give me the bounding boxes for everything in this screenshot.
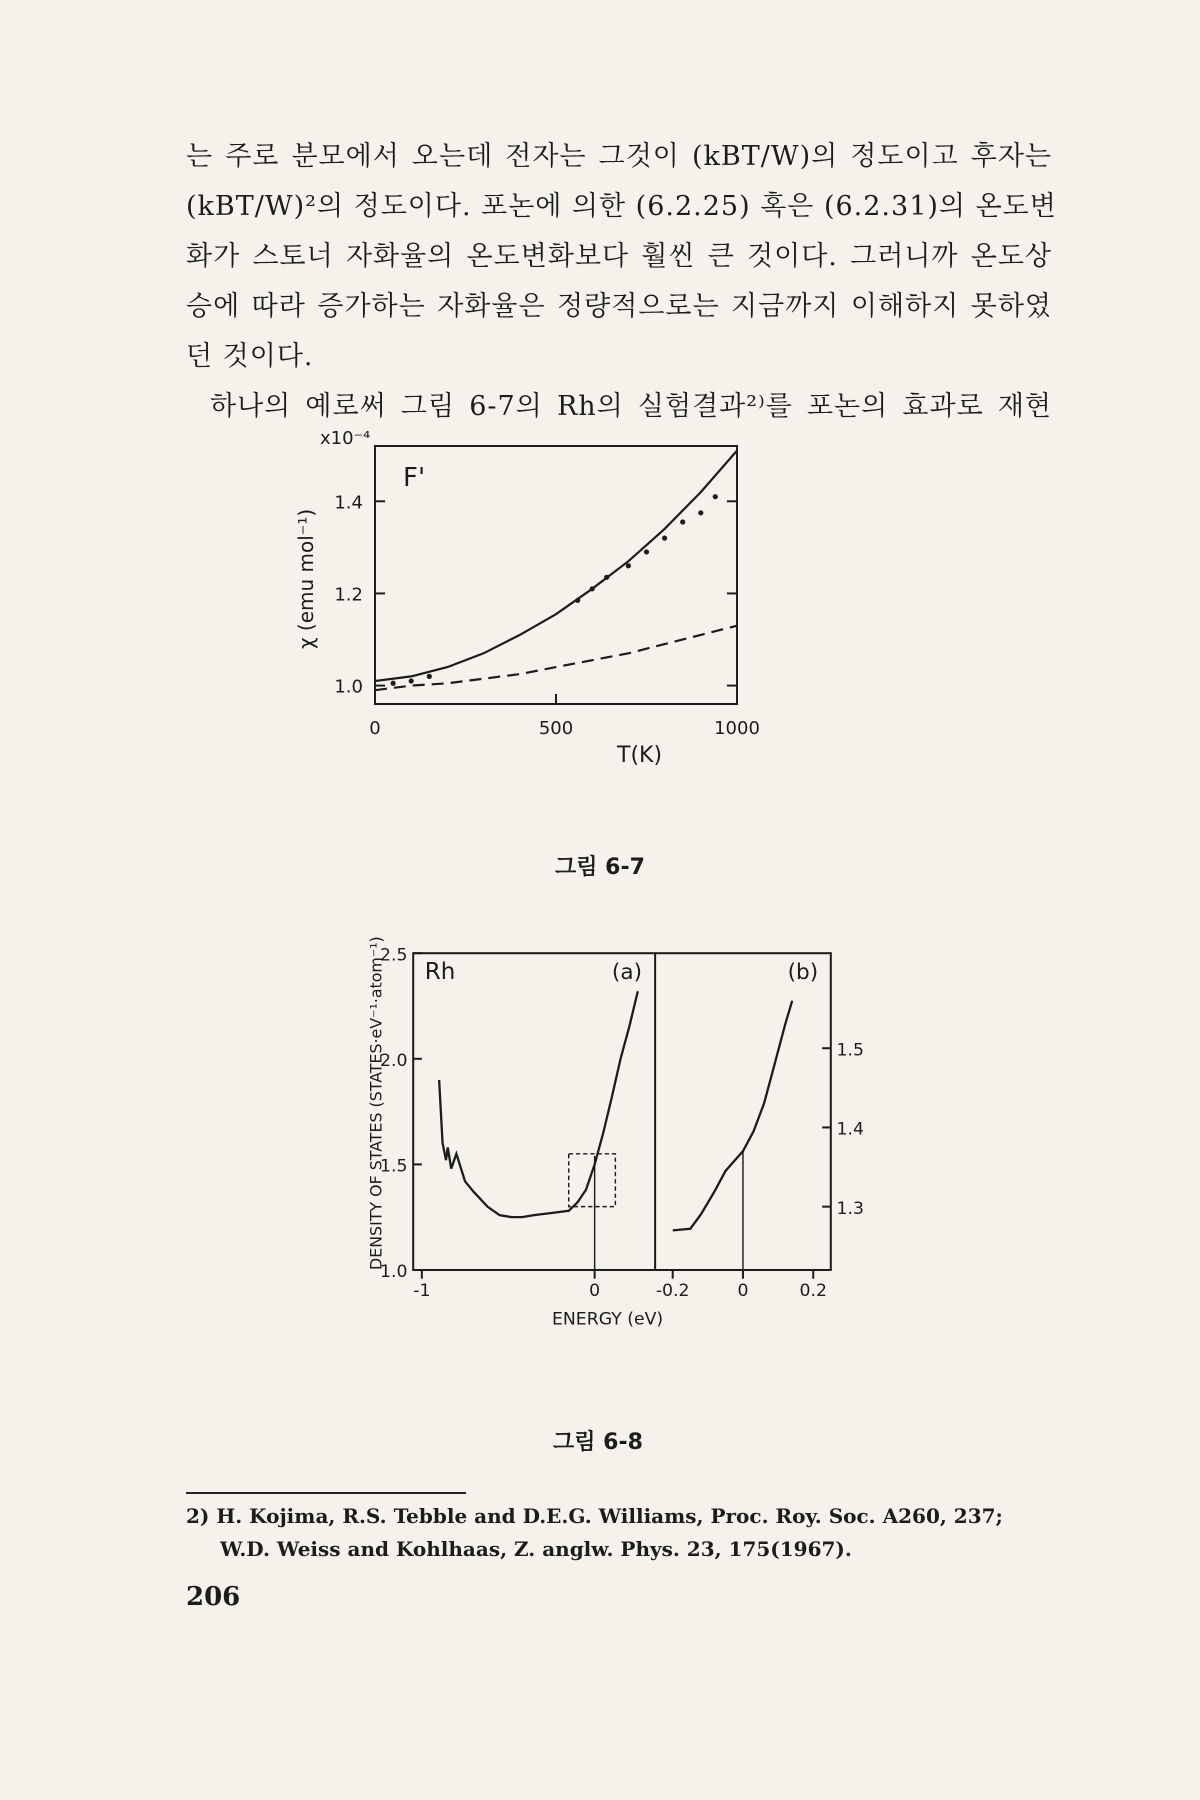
text-line: 던 것이다. bbox=[186, 341, 314, 372]
y-tick-label: 1.0 bbox=[334, 676, 363, 698]
data-point bbox=[391, 681, 396, 686]
x-tick-label: -1 bbox=[413, 1280, 431, 1301]
dos-curve-b bbox=[673, 1001, 793, 1231]
data-point bbox=[590, 586, 595, 591]
paragraph-1 bbox=[186, 132, 1057, 432]
element-label: Rh bbox=[424, 959, 456, 986]
y-multiplier: x10⁻⁴ bbox=[320, 428, 371, 449]
page-number: 206 bbox=[186, 1582, 241, 1612]
panel-label-b: (b) bbox=[787, 960, 819, 986]
data-point bbox=[662, 536, 667, 541]
paragraph-2-line: 하나의 예로써 그림 6-7의 Rh의 실험결과²⁾를 포논의 효과로 재현 bbox=[210, 391, 1052, 422]
plot-frame bbox=[413, 953, 831, 1270]
y-tick-label: 1.4 bbox=[836, 1119, 865, 1140]
y-tick-label: 1.3 bbox=[836, 1198, 865, 1219]
footnote-line-1: 2) H. Kojima, R.S. Tebble and D.E.G. Williams, Proc. Roy. Soc. A260, 237; bbox=[186, 1504, 1003, 1528]
text-line: 는 주로 분모에서 오는데 전자는 그것이 (kBT/W)의 정도이고 후자는 bbox=[186, 141, 1052, 172]
dos-curve-a bbox=[439, 991, 638, 1217]
data-point bbox=[427, 674, 432, 679]
x-tick-label: -0.2 bbox=[655, 1280, 690, 1301]
text-line: 화가 스토너 자화율의 온도변화보다 훨씬 큰 것이다. 그러니까 온도상 bbox=[186, 241, 1052, 272]
y-tick-label: 2.0 bbox=[379, 1051, 408, 1071]
data-point bbox=[644, 549, 649, 554]
panel-label-a: (a) bbox=[611, 960, 643, 986]
y-tick-label: 1.5 bbox=[379, 1156, 408, 1177]
x-axis-label: ENERGY (eV) bbox=[551, 1309, 664, 1330]
y-tick-label: 1.2 bbox=[334, 584, 363, 606]
solid-series-line bbox=[375, 451, 737, 681]
y-axis-label: DENSITY OF STATES (STATES·eV⁻¹·atom⁻¹) bbox=[366, 936, 386, 1270]
data-point bbox=[575, 598, 580, 603]
data-point bbox=[713, 494, 718, 499]
x-tick-label: 0 bbox=[589, 1280, 601, 1301]
figure-6-7-chart bbox=[294, 420, 900, 840]
data-point bbox=[680, 519, 685, 524]
y-tick-label: 1.0 bbox=[379, 1262, 408, 1283]
panel-label: F' bbox=[403, 463, 426, 493]
plot-frame bbox=[375, 446, 737, 704]
y-tick-label: 2.5 bbox=[379, 945, 408, 966]
footnote bbox=[186, 1500, 1056, 1566]
data-point bbox=[698, 510, 703, 515]
x-tick-label: 1000 bbox=[714, 718, 760, 739]
x-axis-label: T(K) bbox=[617, 743, 663, 768]
data-point bbox=[604, 575, 609, 580]
figure-6-8-caption: 그림 6-8 bbox=[553, 1430, 643, 1455]
zoom-box bbox=[569, 1154, 616, 1207]
y-tick-label: 1.5 bbox=[836, 1040, 865, 1061]
y-tick-label: 1.4 bbox=[334, 492, 363, 514]
text-line: (kBT/W)²의 정도이다. 포논에 의한 (6.2.25) 혹은 (6.2.31)의 온도변 bbox=[186, 191, 1057, 222]
x-tick-label: 500 bbox=[538, 718, 574, 739]
x-tick-label: 0.2 bbox=[799, 1280, 827, 1301]
footnote-rule bbox=[186, 1492, 466, 1494]
data-point bbox=[626, 563, 631, 568]
text-line: 승에 따라 증가하는 자화율은 정량적으로는 지금까지 이해하지 못하였 bbox=[186, 291, 1052, 322]
figure-6-8-chart bbox=[366, 910, 865, 1380]
data-point bbox=[409, 678, 414, 683]
figure-6-7-caption: 그림 6-7 bbox=[555, 855, 645, 880]
figure-6-8-group bbox=[367, 936, 865, 1329]
y-axis-label: χ (emu mol⁻¹) bbox=[294, 508, 318, 649]
x-tick-label: 0 bbox=[737, 1280, 749, 1301]
x-tick-label: 0 bbox=[369, 718, 381, 739]
footnote-line-2: W.D. Weiss and Kohlhaas, Z. anglw. Phys. 23, 175(1967). bbox=[220, 1537, 852, 1561]
dashed-series-line bbox=[375, 626, 737, 691]
